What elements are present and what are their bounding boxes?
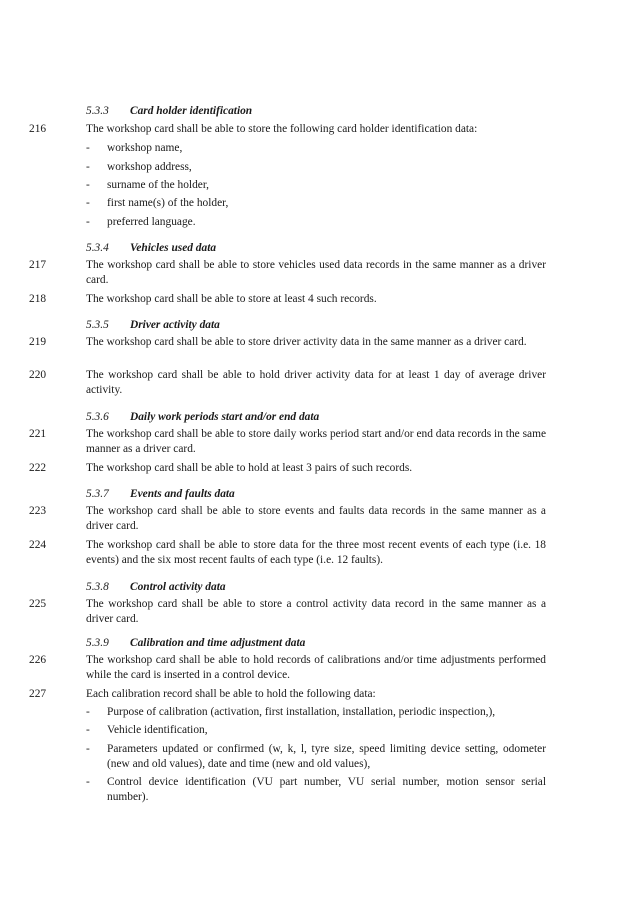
paragraph-number: 221 xyxy=(29,428,47,440)
bullet-dash: - xyxy=(86,724,90,736)
section-title: Events and faults data xyxy=(130,488,235,500)
section-title: Calibration and time adjustment data xyxy=(130,637,306,649)
bullet-text: Control device identification (VU part number, VU serial number, motion sensor serial number). xyxy=(107,776,546,803)
section-heading xyxy=(86,241,216,256)
paragraph-text: The workshop card shall be able to store events and faults data records in the same manner as a driver card. xyxy=(86,505,546,532)
bullet-dash: - xyxy=(86,216,90,228)
section-number: 5.3.7 xyxy=(86,488,109,500)
paragraph-text: The workshop card shall be able to store the following card holder identification data: xyxy=(86,123,478,135)
paragraph-number: 226 xyxy=(29,654,47,666)
bullet-dash: - xyxy=(86,142,90,154)
paragraph-number: 225 xyxy=(29,598,47,610)
paragraph-text: The workshop card shall be able to store driver activity data in the same manner as a driver card. xyxy=(86,336,527,348)
section-heading xyxy=(86,104,252,119)
bullet-text: first name(s) of the holder, xyxy=(107,197,229,209)
section-title: Daily work periods start and/or end data xyxy=(130,411,320,423)
section-heading xyxy=(86,487,235,502)
bullet-dash: - xyxy=(86,776,90,788)
paragraph-number: 223 xyxy=(29,505,47,517)
bullet-dash: - xyxy=(86,197,90,209)
paragraph-number: 220 xyxy=(29,369,47,381)
section-title: Card holder identification xyxy=(130,105,253,117)
bullet-text: Vehicle identification, xyxy=(107,724,208,736)
paragraph-text: The workshop card shall be able to hold at least 3 pairs of such records. xyxy=(86,462,413,474)
section-title: Control activity data xyxy=(130,581,226,593)
paragraph-text: The workshop card shall be able to store data for the three most recent events of each type (i.e. 18 events) and the six most recent faults of each type (i.e. 12 faults). xyxy=(86,539,546,566)
paragraph-text: The workshop card shall be able to hold records of calibrations and/or time adjustments performed while the card is inserted in a control device. xyxy=(86,654,546,681)
paragraph-number: 219 xyxy=(29,336,47,348)
section-heading xyxy=(86,410,319,425)
section-title: Driver activity data xyxy=(130,319,220,331)
section-number: 5.3.3 xyxy=(86,105,109,117)
section-number: 5.3.6 xyxy=(86,411,109,423)
paragraph-number: 227 xyxy=(29,688,47,700)
paragraph-text: The workshop card shall be able to store a control activity data record in the same manner as a driver card. xyxy=(86,598,546,625)
paragraph-text: The workshop card shall be able to store daily works period start and/or end data records in the same manner as a driver card. xyxy=(86,428,546,455)
paragraph-number: 216 xyxy=(29,123,47,135)
bullet-text: workshop address, xyxy=(107,161,192,173)
paragraph-number: 222 xyxy=(29,462,47,474)
section-title: Vehicles used data xyxy=(130,242,217,254)
bullet-dash: - xyxy=(86,179,90,191)
bullet-dash: - xyxy=(86,743,90,755)
section-heading xyxy=(86,580,226,595)
paragraph-text: The workshop card shall be able to store vehicles used data records in the same manner as a driver card. xyxy=(86,259,546,286)
bullet-text: preferred language. xyxy=(107,216,196,228)
section-heading xyxy=(86,636,305,651)
bullet-text: Purpose of calibration (activation, first installation, installation, periodic inspection,), xyxy=(107,706,496,718)
paragraph-number: 218 xyxy=(29,293,47,305)
paragraph-number: 217 xyxy=(29,259,47,271)
section-number: 5.3.5 xyxy=(86,319,109,331)
bullet-text: surname of the holder, xyxy=(107,179,210,191)
paragraph-text: Each calibration record shall be able to hold the following data: xyxy=(86,688,376,700)
bullet-dash: - xyxy=(86,161,90,173)
paragraph-text: The workshop card shall be able to store at least 4 such records. xyxy=(86,293,377,305)
paragraph-text: The workshop card shall be able to hold driver activity data for at least 1 day of average driver activity. xyxy=(86,369,546,396)
bullet-text: Parameters updated or confirmed (w, k, l, tyre size, speed limiting device setting, odometer (new and old values), date and time (new and old values), xyxy=(107,743,546,770)
section-number: 5.3.4 xyxy=(86,242,109,254)
section-heading xyxy=(86,318,220,333)
bullet-dash: - xyxy=(86,706,90,718)
paragraph-number: 224 xyxy=(29,539,47,551)
section-number: 5.3.9 xyxy=(86,637,109,649)
section-number: 5.3.8 xyxy=(86,581,109,593)
bullet-text: workshop name, xyxy=(107,142,183,154)
